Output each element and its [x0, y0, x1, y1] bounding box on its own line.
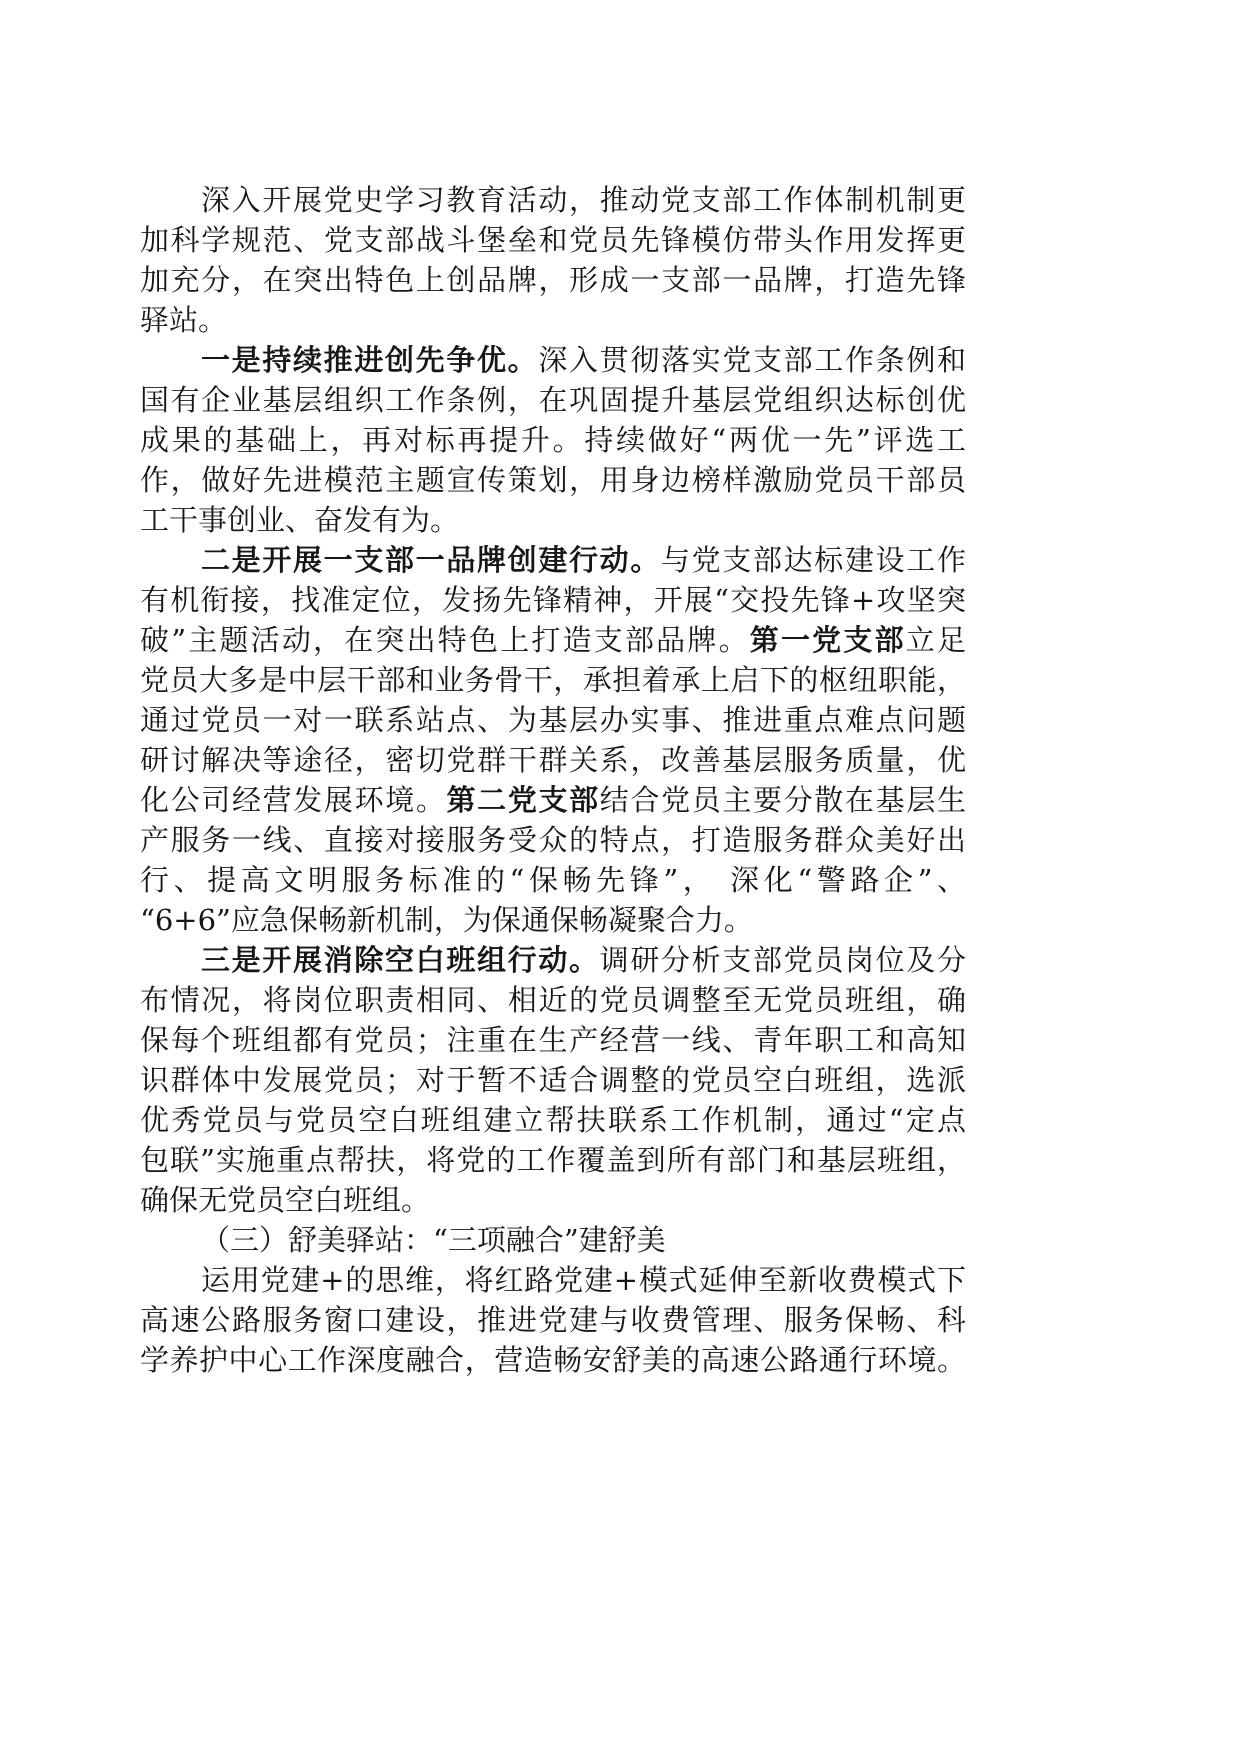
text-line — [140, 620, 966, 660]
text-line — [140, 340, 966, 380]
section-3 — [140, 1220, 966, 1380]
text-line: 布情况，将岗位职责相同、相近的党员调整至无党员班组，确 — [140, 983, 966, 1017]
text-line: 保每个班组都有党员；注重在生产经营一线、青年职工和高知 — [140, 1023, 966, 1057]
paragraph-item-3 — [140, 940, 966, 1220]
text-line: 党员大多是中层干部和业务骨干，承担着承上启下的枢纽职能， — [140, 663, 966, 697]
text-line: 学养护中心工作深度融合，营造畅安舒美的高速公路通行环境。 — [140, 1343, 966, 1377]
text-line: 加充分，在突出特色上创品牌，形成一支部一品牌，打造先锋 — [140, 263, 966, 297]
line-text: 与党支部达标建设工作 — [660, 543, 966, 577]
paragraph-item-2 — [140, 540, 966, 940]
section-heading: （三）舒美驿站：“三项融合”建舒美 — [201, 1223, 666, 1257]
line-text: 调研分析支部党员岗位及分 — [599, 943, 966, 977]
text-line: 加科学规范、党支部战斗堡垒和党员先锋模仿带头作用发挥更 — [140, 223, 966, 257]
text-line — [140, 940, 966, 980]
text-line: 运用党建+的思维，将红路党建+模式延伸至新收费模式下 — [201, 1263, 966, 1297]
bold-lead-text: 三是开展消除空白班组行动。 — [201, 943, 600, 977]
bold-lead-text: 二是开展一支部一品牌创建行动。 — [201, 543, 661, 577]
paragraph-item-1 — [140, 340, 966, 540]
text-line: 深入开展党史学习教育活动，推动党支部工作体制机制更 — [201, 183, 966, 217]
text-line: 驿站。 — [140, 303, 228, 337]
bold-branch-name: 第二党支部 — [446, 783, 600, 817]
text-line: 产服务一线、直接对接服务受众的特点，打造服务群众美好出 — [140, 823, 966, 857]
bold-lead-text: 一是持续推进创先争优。 — [201, 343, 539, 377]
text-line: 包联”实施重点帮扶，将党的工作覆盖到所有部门和基层班组， — [140, 1143, 966, 1177]
text-line: 国有企业基层组织工作条例，在巩固提升基层党组织达标创优 — [140, 383, 966, 417]
paragraph-intro — [140, 180, 966, 340]
line-text: 化公司经营发展环境。 — [140, 783, 447, 817]
text-line: “6+6”应急保畅新机制，为保通保畅凝聚合力。 — [140, 903, 753, 937]
text-line: 优秀党员与党员空白班组建立帮扶联系工作机制，通过“定点 — [140, 1103, 966, 1137]
text-line: 通过党员一对一联系站点、为基层办实事、推进重点难点问题 — [140, 703, 966, 737]
text-line: 研讨解决等途径，密切党群干群关系，改善基层服务质量，优 — [140, 743, 966, 777]
bold-branch-name: 第一党支部 — [749, 623, 906, 657]
text-line: 高速公路服务窗口建设，推进党建与收费管理、服务保畅、科 — [140, 1303, 966, 1337]
line-text: 深入贯彻落实党支部工作条例和 — [538, 343, 966, 377]
text-line: 作，做好先进模范主题宣传策划，用身边榜样激励党员干部员 — [140, 463, 966, 497]
document-body — [140, 180, 966, 1380]
text-line: 识群体中发展党员；对于暂不适合调整的党员空白班组，选派 — [140, 1063, 966, 1097]
text-line — [140, 780, 966, 820]
text-line: 工干事创业、奋发有为。 — [140, 503, 460, 537]
text-line: 行、提高文明服务标准的“保畅先锋”， 深化“警路企”、 — [140, 863, 966, 897]
line-text: 结合党员主要分散在基层生 — [599, 783, 966, 817]
line-text: 破”主题活动，在突出特色上打造支部品牌。 — [140, 623, 750, 657]
text-line — [140, 540, 966, 580]
text-line: 确保无党员空白班组。 — [140, 1183, 431, 1217]
text-line: 成果的基础上，再对标再提升。持续做好“两优一先”评选工 — [140, 423, 966, 457]
text-line: 有机衔接，找准定位，发扬先锋精神，开展“交投先锋+攻坚突 — [140, 583, 966, 617]
line-text: 立足 — [905, 623, 966, 657]
